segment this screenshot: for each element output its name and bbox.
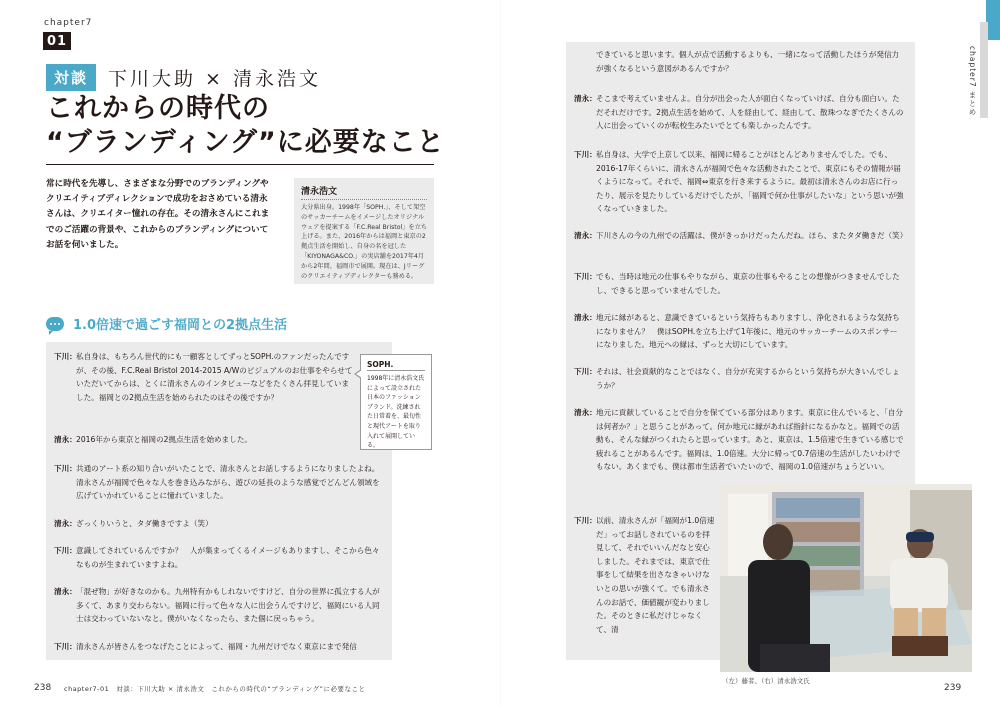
category-tag: 対談 bbox=[46, 64, 96, 91]
dialogue-entry bbox=[54, 544, 384, 571]
dialogue-text: できていると思います。個人が点で活動するよりも、一緒になって活動したほうが発信力が強くなるという意図があるんですか？ bbox=[596, 50, 900, 73]
dialogue-text: 以前、清永さんが「福岡が1.0倍速だ」ってお話しされているのを拝見して、それでいいんだなと安心しました。それまでは、東京で仕事をして結果を出さなきゃいけないとの思いが強くて。でも清永さんのお話で、価値観が変わりました。そのときに私だけじゃなくて、清 bbox=[596, 516, 715, 634]
dialogue-text: 共通のアート系の知り合いがいたことで、清永さんとお話しするようになりましたよね。清永さんが福岡で色々な人を巻き込みながら、遊びの延長のような感覚でどんどん領域を広げていかれていることに憧れていました。 bbox=[76, 464, 380, 501]
page-number-left: 238 bbox=[34, 683, 52, 693]
photo-caption: （左）藤者、（右）清永浩文氏 bbox=[722, 677, 810, 685]
speaker: 下川： bbox=[574, 150, 597, 159]
speaker: 下川： bbox=[54, 642, 77, 651]
speaker: 清永： bbox=[574, 408, 597, 417]
speaker: 清永： bbox=[574, 231, 597, 240]
dialogue-text: 私自身は、もちろん世代的にも一顧客としてずっとSOPH.のファンだったんですが、その後、F.C.Real Bristol 2014-2015 A/Wのビジュアルのお仕事をやらせていただいてからは、とくに清永さんのインタビューなどをたくさん拝見していました。福岡との2拠点生活を始められたのはその後ですか？ bbox=[76, 352, 353, 402]
page-gutter bbox=[500, 0, 501, 706]
dialogue-text: 清永さんが皆さんをつなげたことによって、福岡・九州だけでなく東京にまで発信 bbox=[76, 642, 357, 651]
dialogue-entry bbox=[574, 48, 904, 75]
dialogue-text: 「混ぜ物」が好きなのかも。九州特有かもしれないですけど、自分の世界に孤立する人が多くて、あまり交わらない。福岡に行って色々な人に出会うんですけど、福岡にいる人同士は交わっていないなと。僕がいなくなったら、また個に戻っちゃう。 bbox=[76, 587, 380, 624]
dialogue-entry bbox=[54, 350, 354, 404]
dialogue-entry bbox=[574, 514, 716, 636]
dialogue-entry bbox=[574, 270, 904, 297]
dialogue-entry bbox=[54, 433, 384, 447]
speaker: 下川： bbox=[574, 367, 597, 376]
side-index-tab bbox=[980, 22, 988, 118]
profile-box bbox=[294, 178, 434, 284]
page-number-right: 239 bbox=[944, 683, 962, 693]
section-title: 1.0倍速で過ごす福岡との2拠点生活 bbox=[73, 318, 288, 333]
speaker: 下川： bbox=[574, 272, 597, 281]
dialogue-text: 下川さんの今の九州での活躍は、僕がきっかけだったんだね。ほら、またタダ働きだ（笑） bbox=[596, 231, 908, 240]
speaker: 下川： bbox=[54, 464, 77, 473]
chapter-corner-tab bbox=[986, 0, 1000, 40]
dialogue-text: 地元に縁があると、意識できているという気持ちもありますし、浄化されるような気持ちになりません？ 僕はSOPH.を立ち上げて1年後に、地元のサッカーチームのスポンサーになりました。地元への縁は、ずっと大切にしています。 bbox=[596, 313, 900, 350]
speaker: 清永： bbox=[54, 587, 77, 596]
dialogue-entry bbox=[574, 406, 904, 474]
running-footer: chapter7-01 対談：下川大助 × 清永浩文 これからの時代の“ブランディング”に必要なこと bbox=[64, 685, 366, 693]
chapter-label: chapter7 bbox=[44, 18, 93, 28]
speaker: 清永： bbox=[574, 313, 597, 322]
dialogue-entry bbox=[54, 517, 384, 531]
speaker: 下川： bbox=[54, 546, 77, 555]
dialogue-panel-left bbox=[46, 342, 392, 660]
dialogue-entry bbox=[574, 148, 904, 216]
speaker: 清永： bbox=[574, 94, 597, 103]
dialogue-text: 意識してされているんですか？ 人が集まってくるイメージもありますし、そこから色々なものが生まれていますよね。 bbox=[76, 546, 380, 569]
dialogue-entry bbox=[574, 365, 904, 392]
dialogue-text: 2016年から東京と福岡の2拠点生活を始めました。 bbox=[76, 435, 253, 444]
speaker: 清永： bbox=[54, 435, 77, 444]
dialogue-text: 私自身は、大学で上京して以来、福岡に帰ることがほとんどありませんでした。でも、2016-17年くらいに、清永さんが福岡で色々な活動されたことで、東京にもその情報が届くようになって。それで、福岡⇔東京を行き来するように。最初は清永さんのお店に行ったり、展示を見たりしているだけでしたが、「福岡で何か仕事がしたいな」という思いが強くなっていきました。 bbox=[596, 150, 904, 214]
profile-name: 清永浩文 bbox=[301, 184, 427, 200]
note-body: 1998年に清永浩文氏によって設立された日本のファッションブランド。洗練された日常着を、最旬性と現代アートを取り入れて展開している。 bbox=[367, 375, 425, 450]
dialogue-text: ざっくりいうと、タダ働きですよ（笑） bbox=[76, 519, 213, 528]
dialogue-text: それは、社会貢献的なことではなく、自分が充実するからという気持ちが大きいんでしょうか？ bbox=[596, 367, 900, 390]
participants: 下川大助 × 清永浩文 bbox=[108, 68, 322, 90]
dialogue-entry bbox=[54, 462, 384, 503]
note-title: SOPH. bbox=[367, 360, 425, 371]
side-index-label: chapter7 まとめ bbox=[968, 46, 977, 117]
glossary-note bbox=[360, 354, 432, 450]
dialogue-entry bbox=[54, 585, 384, 626]
speaker: 下川： bbox=[574, 516, 597, 525]
dialogue-entry bbox=[54, 640, 384, 654]
chapter-number-badge: 01 bbox=[43, 32, 71, 50]
dialogue-entry bbox=[574, 229, 908, 243]
title-line-2: “ブランディング”に必要なこと bbox=[46, 127, 445, 158]
speech-bubble-icon bbox=[46, 317, 64, 331]
profile-body: 大分県出身。1998年「SOPH.」、そして架空のサッカーチームをイメージしたオリジナルウェアを提案する「F.C.Real Bristol」を立ち上げる。また、2016年からは福岡と東京の2拠点生活を開始し、自身の名を冠した「KIYONAGA&CO.」の実店舗を2017年4月から2年間、福岡市で展開。現在は、Jリーグのクリエイティブディレクターも務める。 bbox=[301, 204, 427, 280]
dialogue-text: そこまで考えていませんよ。自分が出会った人が面白くなっていけば、自分も面白い。ただそれだけです。2拠点生活を始めて、人を経由して、経由して、散珠つなぎでたくさんの人に出会っていくのが転校生みたいでとても楽しかったんです。 bbox=[596, 94, 904, 131]
speaker: 下川： bbox=[54, 352, 77, 361]
interview-photo-illustration bbox=[720, 484, 972, 672]
dialogue-text: 地元に貢献していることで自分を保てている部分はあります。東京に住んでいると、「自分は何者か？」と思うことがあって。何か地元に縁があれば指針になるかなと。福岡での活動も、そんな縁がつくれたらと思っています。あと、東京は、1.5倍速で生きている感じで疲れることがあるんです。福岡は、1.0倍速。大分に帰って0.7倍速の生活がしたいわけでもない。あくまでも、僕は都市生活者でいたいので、福岡の1.0倍速がちょうどいい。 bbox=[596, 408, 904, 472]
dialogue-entry bbox=[574, 92, 904, 133]
dialogue-text: でも、当時は地元の仕事もやりながら、東京の仕事もやることの想像がつきませんでしたし、できると思っていませんでした。 bbox=[596, 272, 900, 295]
title-divider bbox=[46, 164, 434, 165]
speaker: 清永： bbox=[54, 519, 77, 528]
title-line-1: これからの時代の bbox=[46, 93, 270, 124]
interview-photo bbox=[720, 484, 972, 672]
article-lead: 常に時代を先導し、さまざまな分野でのブランディングやクリエイティブディレクションで成功をおさめている清永さんは、クリエイター憧れの存在。その清永さんにこれまでのご活躍の背景や、これからのブランディングについてお話を伺いました。 bbox=[46, 179, 270, 250]
article-header bbox=[46, 64, 321, 91]
article-title bbox=[46, 92, 445, 160]
dialogue-entry bbox=[574, 311, 904, 352]
section-heading bbox=[46, 314, 287, 333]
